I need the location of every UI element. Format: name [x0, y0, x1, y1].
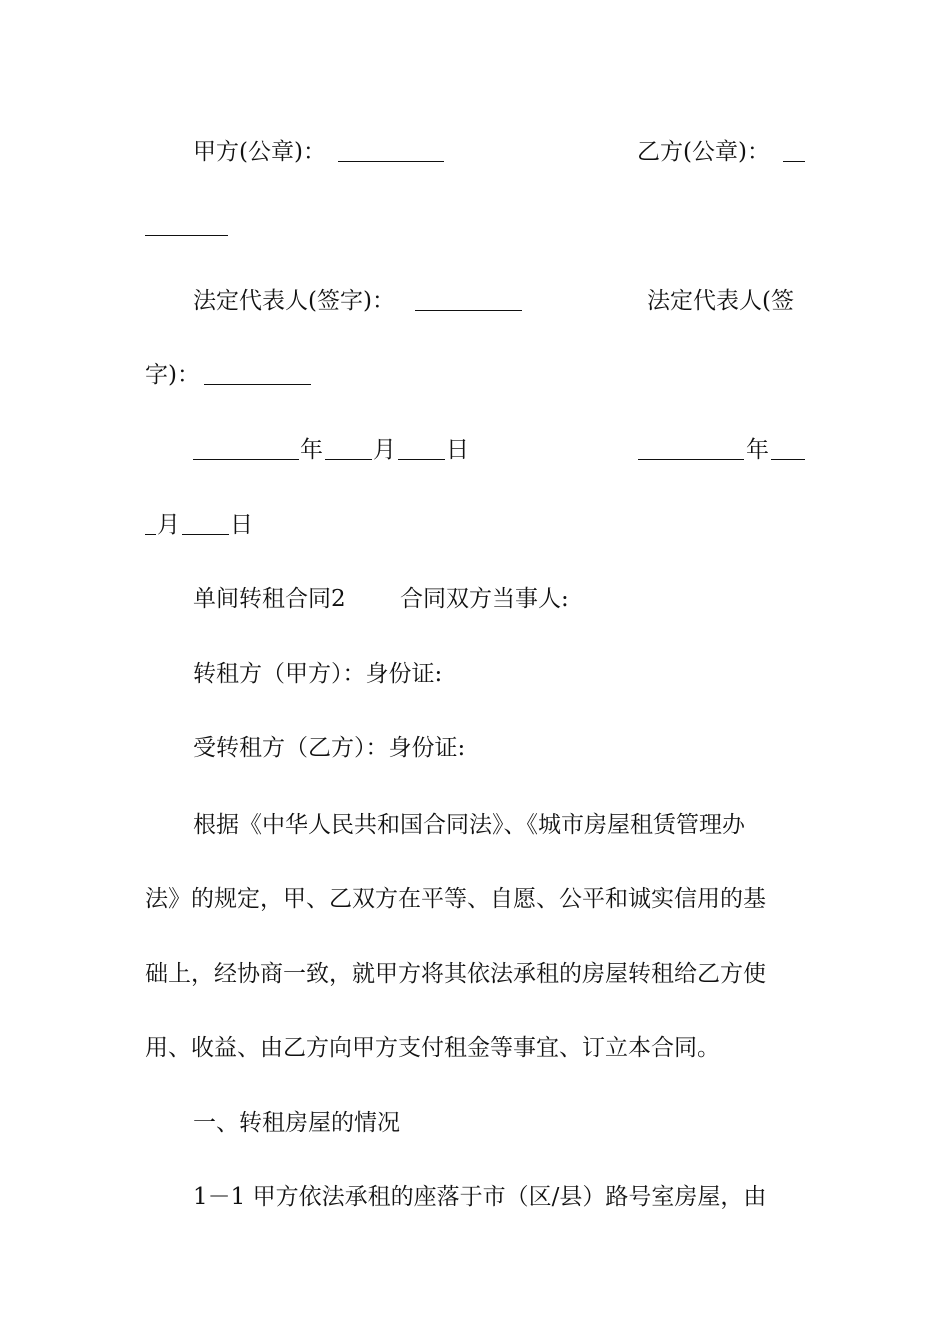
sublessee-line — [0, 728, 950, 768]
date-b-year: 年 — [746, 437, 769, 463]
preamble-line — [0, 879, 950, 919]
seal-line-wrap — [0, 206, 950, 246]
preamble-line — [0, 954, 950, 994]
date-a-year: 年 — [300, 437, 323, 463]
preamble-text: 法》的规定，甲、乙双方在平等、自愿、公平和诚实信用的基 — [145, 886, 766, 912]
preamble-line — [0, 805, 950, 845]
rep-b-blank — [204, 384, 311, 385]
date-b-day-blank — [182, 534, 229, 535]
clause-1-1: 1－1 甲方依法承租的座落于市（区/县）路号室房屋，由 — [193, 1184, 767, 1210]
date-b-month: 月 — [157, 512, 180, 538]
rep-a-blank — [415, 310, 522, 311]
contract-title: 单间转租合同2 — [193, 586, 346, 612]
rep-b-label-cont: 字)： — [145, 362, 200, 388]
date-a-month-blank — [325, 459, 372, 460]
date-a-year-blank — [193, 459, 299, 460]
date-b-month-blank-cont — [145, 534, 156, 535]
date-a-day: 日 — [446, 437, 469, 463]
sublessor-line — [0, 654, 950, 694]
party-b-seal-blank-cont — [145, 235, 228, 236]
sublessee-label: 受转租方（乙方）：身份证: — [193, 735, 466, 761]
party-a-seal-label: 甲方(公章)： — [193, 139, 326, 165]
section-1-heading: 一、转租房屋的情况 — [193, 1110, 400, 1136]
section-heading-line — [0, 1103, 950, 1143]
preamble-text: 用、收益、由乙方向甲方支付租金等事宜、订立本合同。 — [145, 1035, 720, 1061]
contract-title-line — [0, 579, 950, 619]
preamble-line — [0, 1028, 950, 1068]
rep-a-label: 法定代表人(签字)： — [193, 288, 395, 314]
date-line-wrap — [0, 505, 950, 545]
date-b-year-blank — [638, 459, 744, 460]
sublessor-label: 转租方（甲方）：身份证: — [193, 661, 443, 687]
seal-line — [0, 132, 950, 172]
date-a-day-blank — [398, 459, 445, 460]
representative-line — [0, 281, 950, 321]
date-line — [0, 430, 950, 470]
date-a-month: 月 — [373, 437, 396, 463]
party-a-seal-blank — [338, 161, 444, 162]
parties-heading: 合同双方当事人: — [400, 586, 569, 612]
preamble-text: 础上，经协商一致，就甲方将其依法承租的房屋转租给乙方使 — [145, 961, 766, 987]
rep-b-label: 法定代表人(签 — [647, 288, 794, 314]
party-b-seal-blank — [783, 161, 805, 162]
date-b-day: 日 — [230, 512, 253, 538]
representative-line-wrap — [0, 355, 950, 395]
party-b-seal-label: 乙方(公章)： — [637, 139, 770, 165]
date-b-month-blank — [771, 459, 805, 460]
preamble-text: 根据《中华人民共和国合同法》、《城市房屋租赁管理办 — [193, 812, 745, 838]
clause-line — [0, 1177, 950, 1217]
